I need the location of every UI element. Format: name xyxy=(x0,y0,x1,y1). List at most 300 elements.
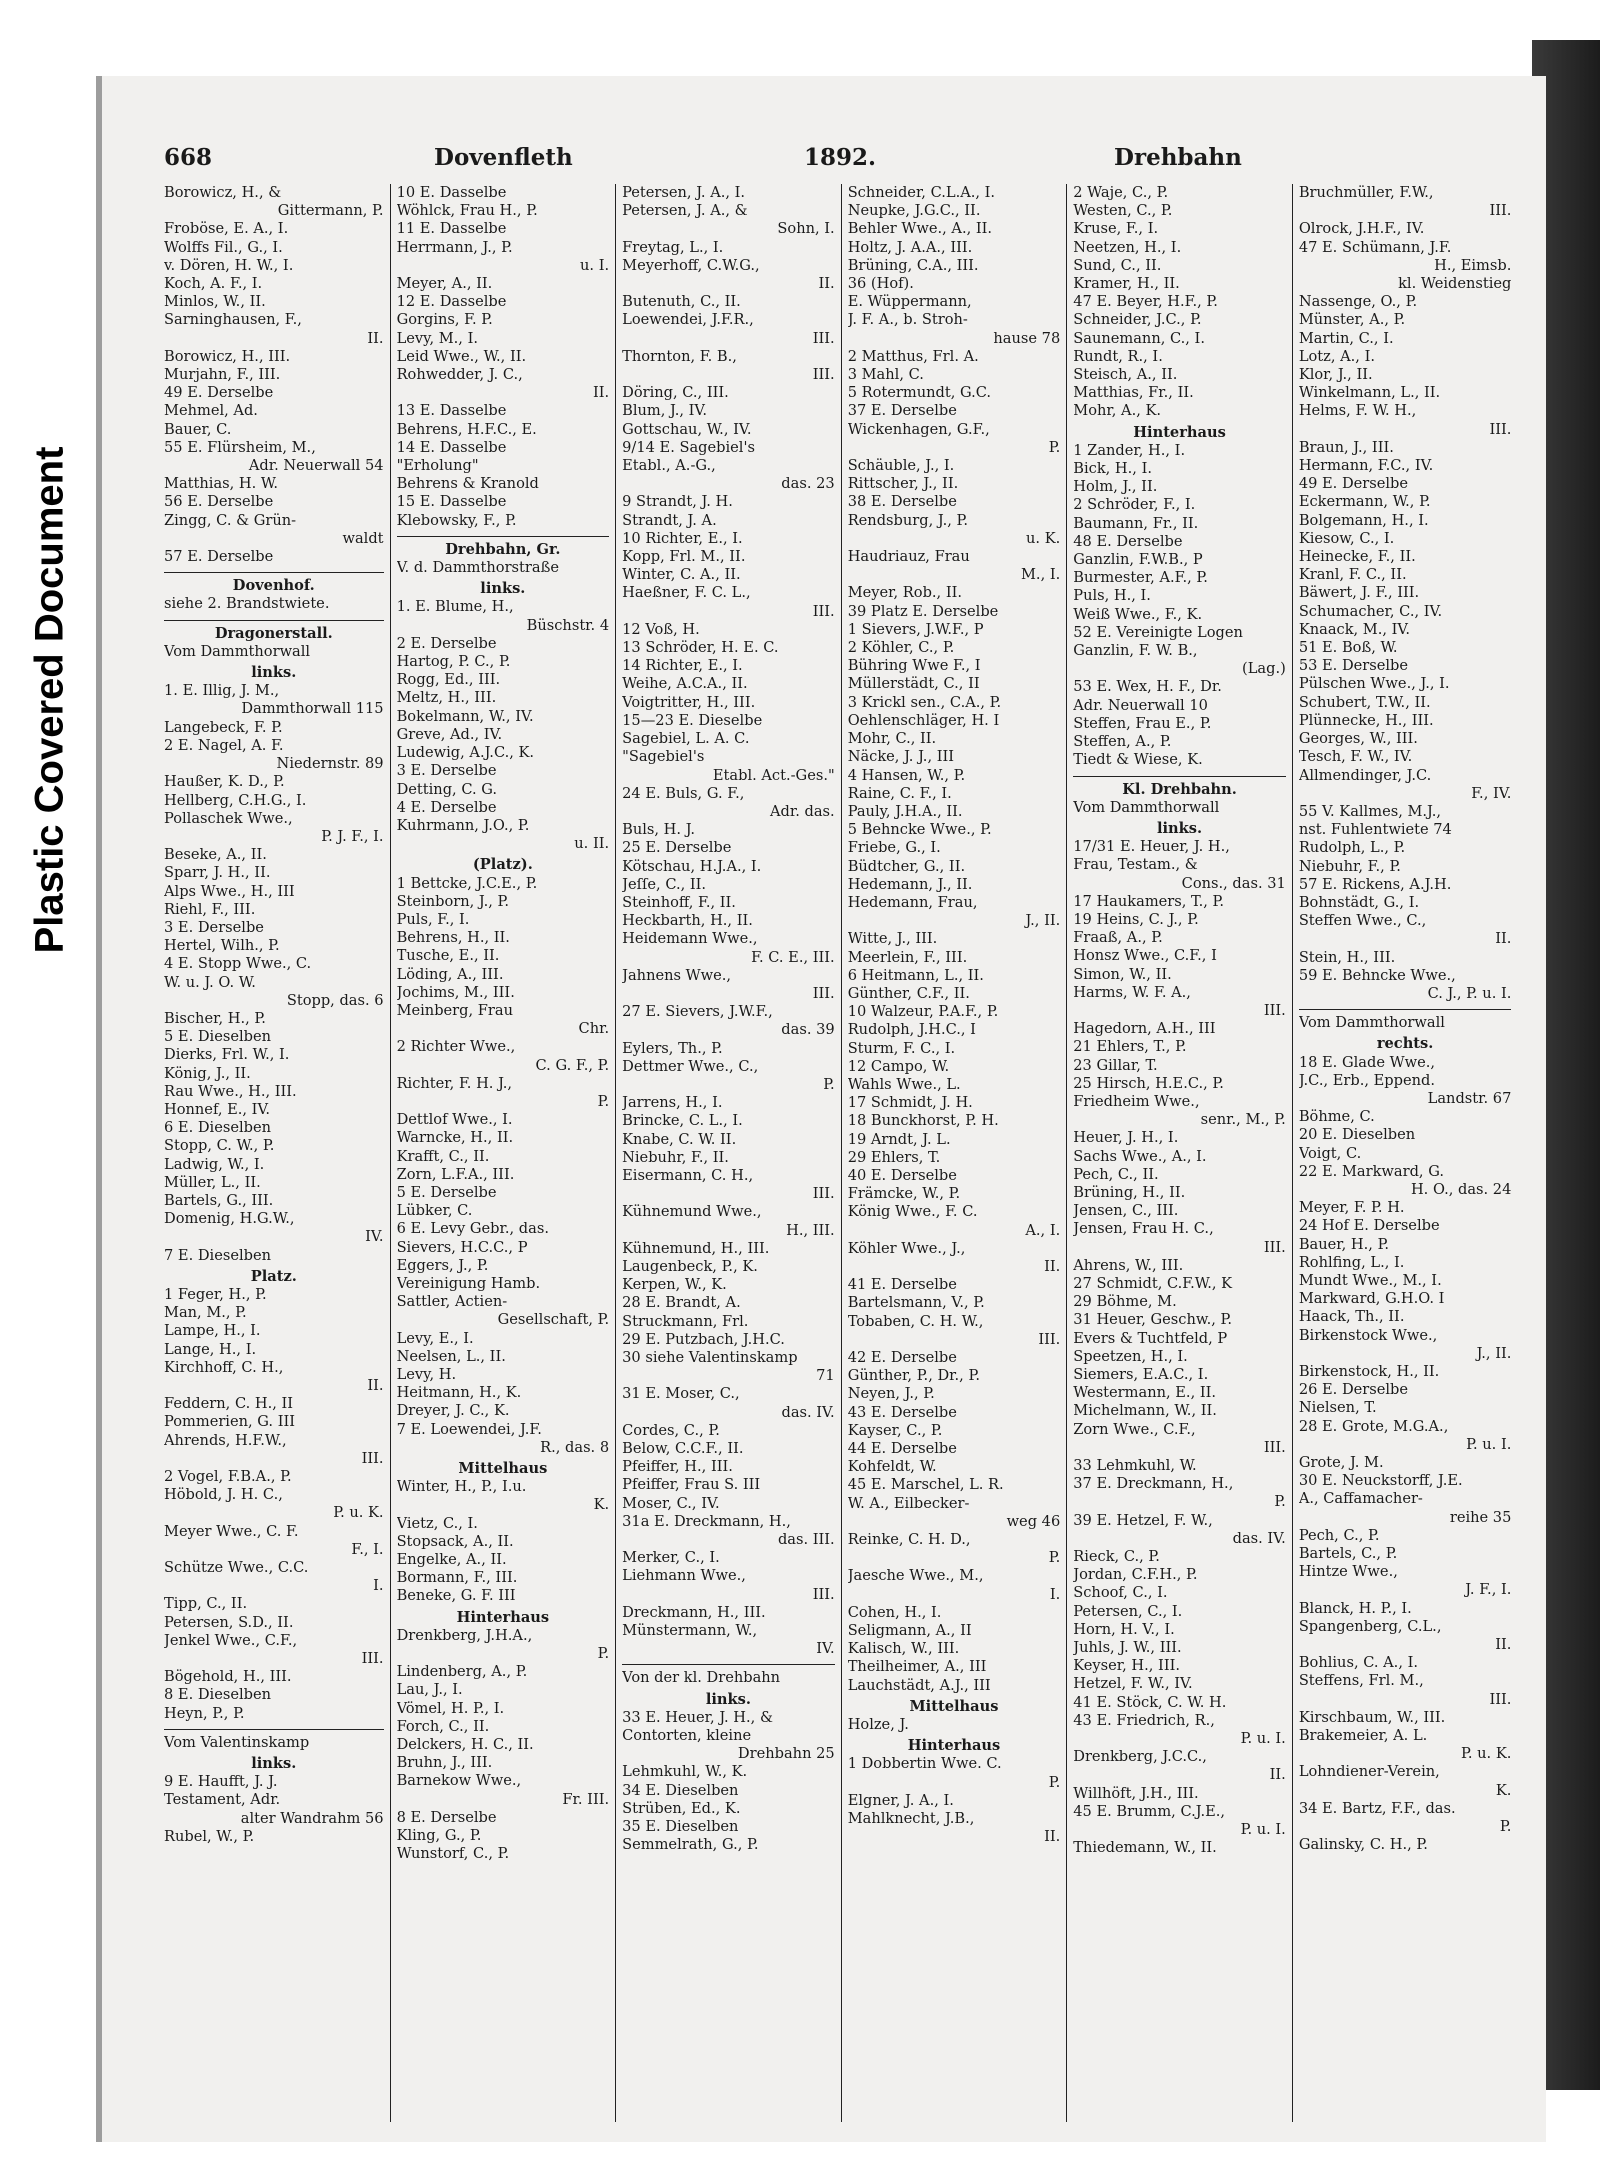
directory-entry: Sievers, H.C.C., P xyxy=(396,1238,528,1256)
directory-entry: 2 Matthus, Frl. A. xyxy=(847,347,979,365)
directory-entry: Strüben, Ed., K. xyxy=(622,1799,741,1817)
directory-entry: Matthias, H. W. xyxy=(164,475,278,493)
directory-entry: Puls, H., I. xyxy=(1073,587,1151,605)
directory-entry: Bartels, C., P. xyxy=(1298,1545,1398,1563)
directory-entry: Beneke, G. F. III xyxy=(396,1587,516,1605)
directory-entry: Ludewig, A.J.C., K. xyxy=(396,744,535,762)
directory-entry: Pommerien, G. III xyxy=(164,1413,295,1431)
section-divider xyxy=(164,572,384,573)
directory-entry: Blanck, H. P., I. xyxy=(1298,1599,1412,1617)
directory-entry: P. J. F., I. xyxy=(321,827,384,845)
directory-entry: 13 E. Dasselbe xyxy=(396,402,507,420)
directory-entry: III. xyxy=(1038,1330,1061,1348)
directory-entry: 19 Heins, C. J., P. xyxy=(1073,910,1199,928)
directory-entry: 49 E. Derselbe xyxy=(164,384,274,402)
directory-entry: Richter, F. H. J., xyxy=(396,1074,513,1092)
directory-entry: Pülschen Wwe., J., I. xyxy=(1298,675,1450,693)
directory-entry: 9 E. Haufft, J. J. xyxy=(164,1773,278,1791)
directory-entry: Rudolph, L., P. xyxy=(1298,839,1406,857)
directory-entry: Heckbarth, H., II. xyxy=(622,912,753,930)
directory-entry: weg 46 xyxy=(1006,1512,1061,1530)
directory-entry: Mehmel, Ad. xyxy=(164,402,258,420)
directory-entry: Bohlius, C. A., I. xyxy=(1298,1654,1419,1672)
directory-entry: Behrens, H., II. xyxy=(396,929,510,947)
directory-entry: K. xyxy=(593,1496,610,1514)
directory-entry: Nassenge, O., P. xyxy=(1298,293,1418,311)
directory-entry: I. xyxy=(1049,1585,1061,1603)
directory-entry: Vom Valentinskamp xyxy=(164,1733,310,1751)
directory-entry: Koch, A. F., I. xyxy=(164,275,263,293)
directory-entry: Jaesche Wwe., M., xyxy=(847,1567,984,1585)
directory-entry: R., das. 8 xyxy=(540,1438,610,1456)
directory-entry: Winkelmann, L., II. xyxy=(1298,384,1441,402)
directory-entry: P. u. I. xyxy=(1466,1435,1512,1453)
directory-entry: 14 Richter, E., I. xyxy=(622,657,743,675)
directory-entry: Barnekow Wwe., xyxy=(396,1772,522,1790)
directory-entry: H. O., das. 24 xyxy=(1410,1180,1512,1198)
directory-entry: Schubert, T.W., II. xyxy=(1298,693,1431,711)
directory-entry: III. xyxy=(1263,1238,1286,1256)
section-heading: rechts. xyxy=(1376,1035,1434,1053)
directory-entry: Münstermann, W., xyxy=(622,1622,758,1640)
directory-entry: Oehlenschläger, H. I xyxy=(847,711,1000,729)
directory-entry: u. II. xyxy=(574,835,610,853)
directory-entry: Neelsen, L., II. xyxy=(396,1347,506,1365)
directory-entry: Riehl, F., III. xyxy=(164,900,256,918)
directory-entry: Brüning, C.A., III. xyxy=(847,256,979,274)
directory-entry: Drenkberg, J.C.C., xyxy=(1073,1748,1207,1766)
directory-entry: kl. Weidenstieg xyxy=(1398,275,1512,293)
directory-entry: 40 E. Derselbe xyxy=(847,1166,957,1184)
directory-entry: Levy, M., I. xyxy=(396,329,478,347)
directory-entry: Leid Wwe., W., II. xyxy=(396,347,527,365)
directory-entry: Vom Dammthorwall xyxy=(1073,798,1220,816)
directory-entry: Niebuhr, F., II. xyxy=(622,1148,729,1166)
directory-entry: Burmester, A.F., P. xyxy=(1073,569,1208,587)
directory-entry: Rau Wwe., H., III. xyxy=(164,1082,297,1100)
directory-entry: Rubel, W., P. xyxy=(164,1827,255,1845)
directory-entry: 10 E. Dasselbe xyxy=(396,184,507,201)
directory-entry: Birkenstock Wwe., xyxy=(1298,1326,1438,1344)
directory-entry: Juhls, J. W., III. xyxy=(1073,1639,1182,1657)
directory-entry: 44 E. Derselbe xyxy=(847,1440,957,1458)
directory-entry: Bühring Wwe F., I xyxy=(847,657,981,675)
directory-entry: Michelmann, W., II. xyxy=(1073,1402,1217,1420)
directory-entry: Wahls Wwe., L. xyxy=(847,1075,961,1093)
directory-entry: Bartelsmann, V., P. xyxy=(847,1294,985,1312)
directory-entry: 53 E. Derselbe xyxy=(1298,657,1409,675)
section-heading: Dovenhof. xyxy=(232,577,315,595)
directory-entry: Zorn, L.F.A., III. xyxy=(396,1165,515,1183)
directory-entry: Laugenbeck, P., K. xyxy=(622,1257,758,1275)
directory-entry: 39 Platz E. Derselbe xyxy=(847,602,999,620)
directory-entry: Birkenstock, H., II. xyxy=(1298,1363,1440,1380)
directory-entry: Horn, H. V., I. xyxy=(1073,1620,1175,1638)
directory-entry: Steffen, A., P. xyxy=(1073,733,1172,751)
directory-entry: Mahlknecht, J.B., xyxy=(847,1810,975,1828)
directory-entry: 53 E. Wex, H. F., Dr. xyxy=(1073,678,1222,696)
directory-entry: Greve, Ad., IV. xyxy=(396,725,503,743)
directory-entry: II. xyxy=(1495,1636,1512,1654)
directory-entry: Adr. Neuerwall 10 xyxy=(1073,696,1208,714)
directory-entry: 55 E. Flürsheim, M., xyxy=(164,438,316,456)
directory-entry: Tusche, E., II. xyxy=(396,947,500,965)
directory-entry: 30 siehe Valentinskamp xyxy=(622,1349,798,1366)
directory-entry: Hedemann, Frau, xyxy=(847,893,978,911)
directory-entry: 5 Rotermundt, G.C. xyxy=(847,384,992,402)
directory-entry: Petersen, S.D., II. xyxy=(164,1613,294,1631)
directory-entry: Butenuth, C., II. xyxy=(622,293,741,311)
directory-entry: Witte, J., III. xyxy=(847,930,938,948)
directory-entry: Meyerhoff, C.W.G., xyxy=(622,256,760,274)
directory-entry: 3 Krickl sen., C.A., P. xyxy=(847,693,1002,711)
directory-entry: Sturm, F. C., I. xyxy=(847,1039,956,1057)
directory-entry: Warncke, H., II. xyxy=(396,1129,514,1147)
directory-entry: Herrmann, J., P. xyxy=(396,238,513,256)
directory-entry: waldt xyxy=(342,529,384,547)
directory-entry: Kayser, C., P. xyxy=(847,1421,943,1439)
section-heading: (Platz). xyxy=(472,856,533,874)
directory-entry: 28 E. Brandt, A. xyxy=(622,1294,741,1312)
directory-entry: Sohn, I. xyxy=(777,220,835,238)
directory-entry: Behrens & Kranold xyxy=(396,475,539,493)
directory-entry: Haeßner, F. C. L., xyxy=(622,584,751,602)
directory-entry: Lau, J., I. xyxy=(396,1681,463,1699)
directory-entry: 9 Strandt, J. H. xyxy=(622,493,733,511)
directory-entry: 15—23 E. Dieselbe xyxy=(622,711,763,729)
directory-entry: Dettlof Wwe., I. xyxy=(396,1111,513,1129)
directory-entry: 25 Hirsch, H.E.C., P. xyxy=(1073,1074,1224,1092)
directory-entry: Meyer, F. P. H. xyxy=(1298,1199,1405,1217)
directory-entry: Blum, J., IV. xyxy=(622,402,708,420)
directory-entry: Dammthorwall 115 xyxy=(241,700,384,718)
directory-entry: Landstr. 67 xyxy=(1427,1089,1512,1107)
directory-entry: 18 E. Glade Wwe., xyxy=(1298,1053,1436,1071)
directory-entry: Detting, C. G. xyxy=(396,780,498,798)
directory-entry: Adr. das. xyxy=(769,802,835,820)
directory-entry: Harms, W. F. A., xyxy=(1073,983,1191,1001)
directory-entry: Jarrens, H., I. xyxy=(622,1094,723,1112)
directory-entry: Mohr, C., II. xyxy=(847,730,937,748)
directory-entry: Willhöft, J.H., III. xyxy=(1073,1784,1199,1802)
directory-entry: 51 E. Boß, W. xyxy=(1298,639,1398,657)
directory-entry: Lübker, C. xyxy=(396,1202,473,1220)
directory-entry: u. I. xyxy=(580,256,610,274)
page-content xyxy=(164,140,1518,2122)
directory-entry: Wöhlck, Frau H., P. xyxy=(396,202,538,220)
directory-entry: 48 E. Derselbe xyxy=(1073,532,1183,550)
directory-entry: Wickenhagen, G.F., xyxy=(847,420,990,438)
directory-entry: 13 Schröder, H. E. C. xyxy=(622,639,779,657)
directory-entry: Bick, H., I. xyxy=(1073,460,1152,478)
directory-entry: Drehbahn 25 xyxy=(737,1745,835,1763)
directory-entry: Büdtcher, G., II. xyxy=(847,857,966,875)
directory-entry: Gorgins, F. P. xyxy=(396,311,493,329)
directory-entry: Pauly, J.H.A., II. xyxy=(847,802,963,820)
directory-entry: Kirchhoff, C. H., xyxy=(164,1358,284,1376)
directory-entry: Schneider, J.C., P. xyxy=(1073,311,1202,329)
directory-entry: Voigt, C. xyxy=(1298,1144,1362,1162)
directory-entry: Minlos, W., II. xyxy=(164,293,266,311)
directory-entry: II. xyxy=(1269,1766,1286,1784)
directory-entry: Seligmann, A., II xyxy=(847,1622,972,1640)
page-number: 668 xyxy=(164,144,213,171)
directory-entry: 57 E. Derselbe xyxy=(164,548,274,566)
directory-entry: Pech, C., II. xyxy=(1073,1165,1159,1183)
directory-entry: "Sagebiel's xyxy=(622,748,705,766)
directory-entry: Borowicz, H., & xyxy=(164,184,282,201)
directory-entry: Dreyer, J. C., K. xyxy=(396,1402,510,1420)
directory-entry: König, J., II. xyxy=(164,1064,251,1082)
directory-entry: III. xyxy=(1263,1438,1286,1456)
directory-entry: Hellberg, C.H.G., I. xyxy=(164,791,307,809)
directory-entry: Jahnens Wwe., xyxy=(622,966,732,984)
page-header xyxy=(164,140,1518,178)
directory-entry: Steinborn, J., P. xyxy=(396,892,510,910)
directory-entry: Zorn Wwe., C.F., xyxy=(1073,1420,1196,1438)
directory-entry: Stein, H., III. xyxy=(1298,948,1396,966)
directory-entry: Vömel, H. P., I. xyxy=(396,1699,505,1717)
directory-entry: 57 E. Rickens, A.J.H. xyxy=(1298,875,1452,893)
directory-entry: 6 Heitmann, L., II. xyxy=(847,966,984,984)
directory-entry: 55 V. Kallmes, M.J., xyxy=(1298,802,1442,820)
directory-entry: E. Wüppermann, xyxy=(847,293,972,311)
directory-entry: Honnef, E., IV. xyxy=(164,1100,271,1118)
directory-entry: Martin, C., I. xyxy=(1298,329,1394,347)
directory-entry: Brincke, C. L., I. xyxy=(622,1112,743,1130)
section-heading: Dragonerstall. xyxy=(214,624,333,642)
directory-entry: 5 Behncke Wwe., P. xyxy=(847,821,992,839)
directory-entry: Pollaschek Wwe., xyxy=(164,809,293,827)
directory-entry: Domenig, H.G.W., xyxy=(164,1210,295,1228)
directory-entry: Döring, C., III. xyxy=(622,384,729,402)
directory-entry: 31 Heuer, Geschw., P. xyxy=(1073,1311,1233,1329)
directory-entry: F., IV. xyxy=(1471,784,1512,802)
directory-entry: Sarninghausen, F., xyxy=(164,311,302,329)
directory-entry: 2 Richter Wwe., xyxy=(396,1038,516,1056)
directory-entry: Spangenberg, C.L., xyxy=(1298,1617,1442,1635)
directory-entry: Kramer, H., II. xyxy=(1073,275,1180,293)
directory-entry: Meyer, A., II. xyxy=(396,275,493,293)
directory-entry: 12 Campo, W. xyxy=(847,1057,950,1075)
directory-entry: Gottschau, W., IV. xyxy=(622,420,752,438)
directory-entry: Kühnemund Wwe., xyxy=(622,1203,762,1221)
directory-entry: Tiedt & Wiese, K. xyxy=(1073,751,1203,769)
directory-entry: Pech, C., P. xyxy=(1298,1526,1380,1544)
section-heading: links. xyxy=(251,664,297,682)
directory-entry: H., III. xyxy=(786,1221,835,1239)
directory-entry: Holm, J., II. xyxy=(1073,478,1158,496)
directory-entry: 17/31 E. Heuer, J. H., xyxy=(1073,838,1230,856)
directory-entry: 20 E. Dieselben xyxy=(1298,1126,1416,1144)
directory-entry: 29 Ehlers, T. xyxy=(847,1148,941,1166)
directory-entry: C. G. F., P. xyxy=(535,1056,610,1074)
directory-entry: Kopp, Frl. M., II. xyxy=(622,548,746,566)
directory-entry: Ganzlin, F. W. B., xyxy=(1073,642,1198,660)
directory-entry: Bäwert, J. F., III. xyxy=(1298,584,1420,602)
directory-entry: Jeſſe, C., II. xyxy=(622,875,707,893)
directory-entry: P. u. I. xyxy=(1240,1821,1286,1839)
directory-entry: Murjahn, F., III. xyxy=(164,366,281,384)
directory-entry: Schütze Wwe., C.C. xyxy=(164,1559,309,1577)
directory-entry: 7 E. Loewendei, J.F. xyxy=(396,1420,542,1438)
directory-entry: Bokelmann, W., IV. xyxy=(396,707,534,725)
directory-entry: das. 23 xyxy=(781,475,835,493)
directory-entry: 71 xyxy=(816,1367,835,1385)
header-left-street: Dovenfleth xyxy=(434,144,573,171)
directory-entry: III. xyxy=(812,329,835,347)
directory-entry: 10 Richter, E., I. xyxy=(622,529,743,547)
directory-entry: 28 E. Grote, M.G.A., xyxy=(1298,1417,1449,1435)
directory-entry: Rundt, R., I. xyxy=(1073,347,1163,365)
directory-entry: Fraaß, A., P. xyxy=(1073,929,1163,947)
directory-entry: III. xyxy=(812,366,835,384)
section-divider xyxy=(164,620,384,621)
directory-column-3 xyxy=(615,184,841,2122)
directory-entry: 56 E. Derselbe xyxy=(164,493,274,511)
directory-entry: 1 Zander, H., I. xyxy=(1073,441,1186,459)
directory-entry: 2 Schröder, F., I. xyxy=(1073,496,1196,514)
directory-entry: Voigtritter, H., III. xyxy=(622,693,756,711)
directory-entry: "Erholung" xyxy=(396,457,479,475)
directory-entry: Holze, J. xyxy=(847,1716,909,1734)
directory-entry: Merker, C., I. xyxy=(622,1549,720,1567)
directory-entry: senr., M., P. xyxy=(1200,1111,1286,1129)
directory-entry: Ladwig, W., I. xyxy=(164,1155,265,1173)
directory-entry: Mundt Wwe., M., I. xyxy=(1298,1271,1442,1289)
directory-entry: Hedemann, J., II. xyxy=(847,875,973,893)
directory-entry: 17 Schmidt, J. H. xyxy=(847,1094,973,1112)
directory-entry: 41 E. Stöck, C. W. H. xyxy=(1073,1693,1227,1711)
directory-entry: Lampe, H., I. xyxy=(164,1322,261,1340)
directory-entry: Wunstorf, C., P. xyxy=(396,1845,510,1863)
directory-entry: Dreckmann, H., III. xyxy=(622,1603,766,1621)
section-heading: links. xyxy=(251,1755,297,1773)
directory-entry: Müllerstädt, C., II xyxy=(847,675,980,693)
directory-entry: 4 E. Stopp Wwe., C. xyxy=(164,955,312,973)
directory-entry: 43 E. Derselbe xyxy=(847,1403,957,1421)
directory-entry: Schoof, C., I. xyxy=(1073,1584,1168,1602)
directory-entry: 6 E. Levy Gebr., das. xyxy=(396,1220,549,1238)
directory-entry: J. F., I. xyxy=(1465,1581,1512,1599)
directory-entry: Cons., das. 31 xyxy=(1181,874,1286,892)
plastic-covered-text: Plastic Covered Document xyxy=(27,446,72,954)
directory-entry: Thornton, F. B., xyxy=(622,347,737,365)
directory-entry: P. xyxy=(597,1092,610,1110)
directory-entry: Petersen, J. A., & xyxy=(622,202,748,220)
directory-entry: Bischer, H., P. xyxy=(164,1009,266,1027)
directory-entry: Cohen, H., I. xyxy=(847,1603,942,1621)
directory-entry: Wolffs Fil., G., I. xyxy=(164,238,283,256)
directory-column-1 xyxy=(164,184,390,2122)
directory-entry: 35 E. Dieselben xyxy=(622,1818,739,1836)
directory-entry: Meinberg, Frau xyxy=(396,1001,513,1019)
directory-entry: 2 Vogel, F.B.A., P. xyxy=(164,1468,292,1486)
section-heading: Mittelhaus xyxy=(909,1697,999,1715)
directory-entry: 26 E. Derselbe xyxy=(1298,1381,1409,1399)
directory-entry: C. J., P. u. I. xyxy=(1427,984,1512,1002)
directory-entry: 59 E. Behncke Wwe., xyxy=(1298,966,1456,984)
directory-entry: III. xyxy=(361,1650,384,1668)
directory-entry: 43 E. Friedrich, R., xyxy=(1073,1711,1215,1729)
directory-entry: Hintze Wwe., xyxy=(1298,1563,1398,1581)
directory-entry: v. Dören, H. W., I. xyxy=(164,256,294,274)
directory-entry: Friedheim Wwe., xyxy=(1073,1092,1200,1110)
directory-entry: 1 Dobbertin Wwe. C. xyxy=(847,1755,1002,1773)
directory-entry: Simon, W., II. xyxy=(1073,965,1172,983)
directory-entry: P. xyxy=(1499,1818,1512,1836)
directory-entry: Sagebiel, L. A. C. xyxy=(622,730,750,748)
directory-entry: Böhme, C. xyxy=(1298,1108,1375,1126)
directory-entry: Chr. xyxy=(578,1020,610,1038)
directory-entry: Jensen, C., III. xyxy=(1073,1202,1179,1220)
directory-entry: das. IV. xyxy=(1232,1529,1286,1547)
directory-entry: II. xyxy=(1044,1257,1061,1275)
directory-entry: u. K. xyxy=(1026,529,1061,547)
directory-entry: Galinsky, C. H., P. xyxy=(1298,1836,1428,1854)
directory-entry: Stopp, C. W., P. xyxy=(164,1137,275,1155)
directory-entry: Feddern, C. H., II xyxy=(164,1395,294,1413)
directory-entry: Ahrends, H.F.W., xyxy=(164,1431,287,1449)
directory-entry: III. xyxy=(812,602,835,620)
directory-entry: Rittscher, J., II. xyxy=(847,475,959,493)
directory-entry: Behrens, H.F.C., E. xyxy=(396,420,537,438)
directory-entry: Münster, A., P. xyxy=(1298,311,1406,329)
directory-entry: J. F. A., b. Stroh- xyxy=(847,311,968,329)
directory-entry: Günther, P., Dr., P. xyxy=(847,1367,980,1385)
directory-entry: Kühnemund, H., III. xyxy=(622,1239,770,1257)
directory-entry: Man, M., P. xyxy=(164,1304,247,1322)
header-right-street: Drehbahn xyxy=(1114,144,1242,171)
directory-column-6 xyxy=(1292,184,1518,2122)
directory-entry: 29 Böhme, M. xyxy=(1073,1293,1177,1311)
directory-entry: siehe 2. Brandstwiete. xyxy=(164,595,330,613)
directory-entry: Jordan, C.F.H., P. xyxy=(1073,1566,1198,1584)
directory-entry: Nielsen, T. xyxy=(1298,1399,1377,1417)
directory-entry: Thiedemann, W., II. xyxy=(1073,1839,1217,1857)
directory-entry: Näcke, J. J., III xyxy=(847,748,955,766)
directory-entry: 2 Köhler, C., P. xyxy=(847,639,955,657)
directory-entry: Eckermann, W., P. xyxy=(1298,493,1431,511)
directory-entry: Steffen, Frau E., P. xyxy=(1073,714,1212,732)
directory-entry: W. A., Eilbecker- xyxy=(847,1494,970,1512)
directory-entry: Stopsack, A., II. xyxy=(396,1532,514,1550)
directory-column-4 xyxy=(841,184,1067,2122)
directory-entry: I. xyxy=(373,1577,384,1595)
directory-entry: Kötschau, H.J.A., I. xyxy=(622,857,762,875)
directory-entry: III. xyxy=(1263,1001,1286,1019)
directory-entry: Levy, E., I. xyxy=(396,1329,474,1347)
directory-entry: III. xyxy=(361,1449,384,1467)
directory-entry: J.C., Erb., Eppend. xyxy=(1298,1071,1435,1089)
directory-entry: Freytag, L., I. xyxy=(622,238,724,256)
directory-entry: Bartels, G., III. xyxy=(164,1191,274,1209)
directory-entry: Vereinigung Hamb. xyxy=(396,1274,541,1292)
directory-entry: Stopp, das. 6 xyxy=(286,991,384,1009)
directory-entry: 45 E. Brumm, C.J.E., xyxy=(1073,1802,1226,1820)
directory-entry: Kuhrmann, J.O., P. xyxy=(396,816,530,834)
directory-entry: Theilheimer, A., III xyxy=(847,1658,987,1676)
directory-entry: Tesch, F. W., IV. xyxy=(1298,748,1413,766)
directory-entry: 4 E. Derselbe xyxy=(396,798,497,816)
directory-entry: 27 E. Sievers, J.W.F., xyxy=(622,1003,773,1021)
directory-column-2 xyxy=(390,184,616,2122)
directory-entry: Reinke, C. H. D., xyxy=(847,1531,971,1549)
directory-entry: Kalisch, W., III. xyxy=(847,1640,960,1658)
directory-entry: Hermann, F.C., IV. xyxy=(1298,457,1434,475)
directory-entry: III. xyxy=(812,1185,835,1203)
directory-entry: M., I. xyxy=(1020,566,1061,584)
